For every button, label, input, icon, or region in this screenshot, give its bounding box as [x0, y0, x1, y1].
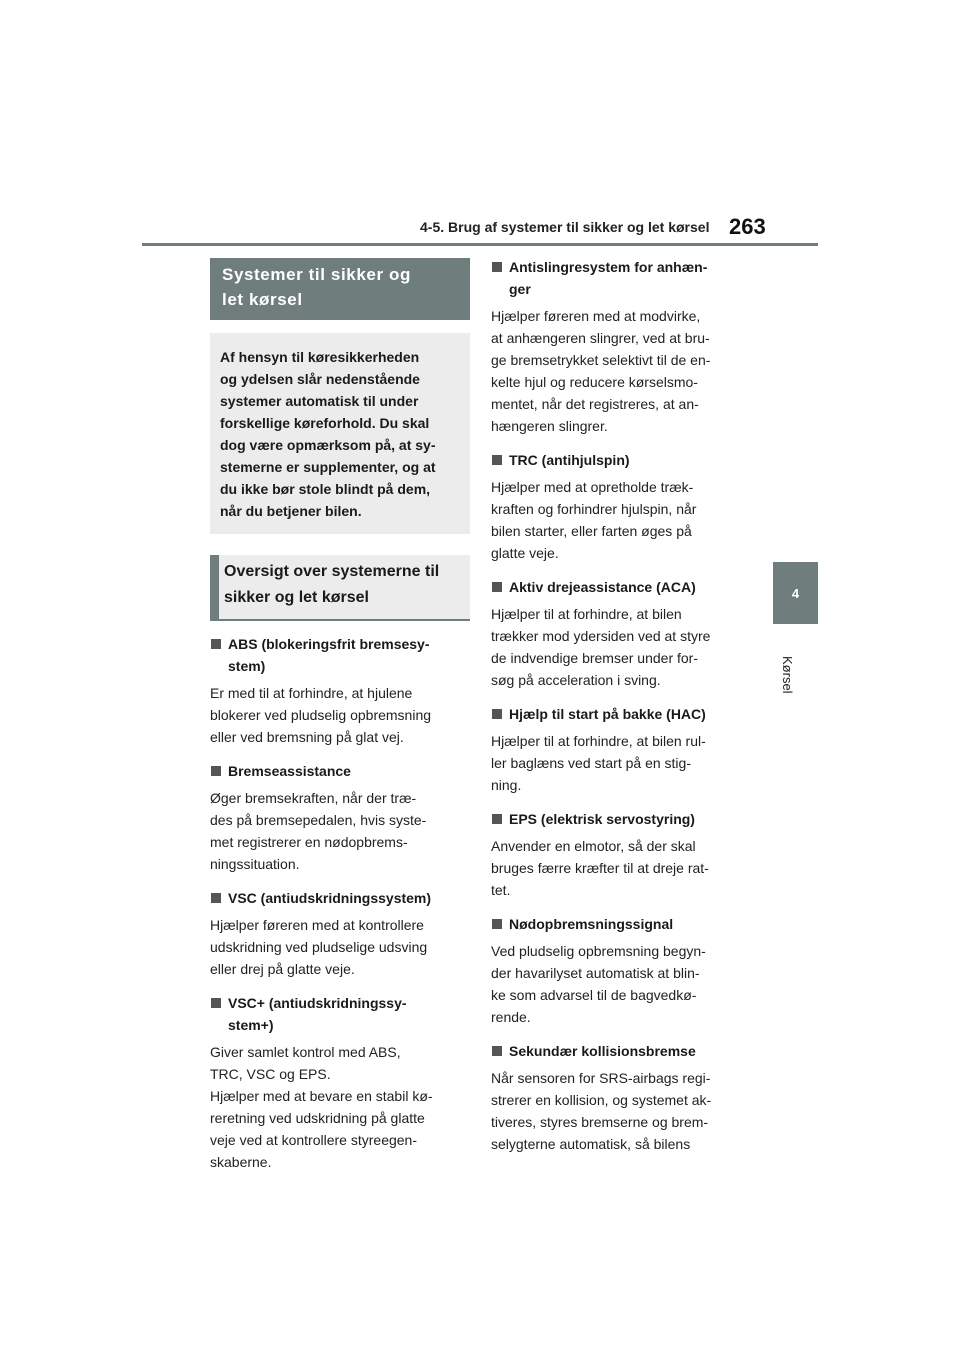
left-column	[210, 258, 470, 1173]
system-item-brake-assist	[210, 760, 470, 875]
item-body-line: Hjælper til at forhindre, at bilen	[491, 606, 682, 622]
item-body-line: TRC, VSC og EPS.	[210, 1066, 331, 1082]
square-bullet-icon	[211, 893, 221, 903]
item-body-line: de indvendige bremser under for-	[491, 650, 699, 666]
item-body-line: Giver samlet kontrol med ABS,	[210, 1044, 401, 1060]
item-body	[491, 476, 751, 564]
item-body-line: selygterne automatisk, så bilens	[491, 1136, 691, 1152]
running-header-title: 4-5. Brug af systemer til sikker og let kørsel	[420, 219, 710, 235]
item-body-line: udskridning ved pludselige udsving	[210, 939, 428, 955]
item-heading-line: Sekundær kollisionsbremse	[509, 1043, 696, 1059]
item-heading-line: TRC (antihjulspin)	[509, 452, 630, 468]
item-body-line: ge bremsetrykket selektivt til de en-	[491, 352, 711, 368]
item-heading-line: Hjælp til start på bakke (HAC)	[509, 706, 706, 722]
intro-line: stemerne er supplementer, og at	[220, 459, 436, 475]
square-bullet-icon	[492, 582, 502, 592]
item-heading-line: Aktiv drejeassistance (ACA)	[509, 579, 696, 595]
item-body	[491, 305, 751, 437]
item-body-line: rende.	[491, 1009, 531, 1025]
system-item-abs	[210, 633, 470, 748]
item-body	[210, 914, 470, 980]
item-body-line: mentet, når det registreres, at an-	[491, 396, 699, 412]
item-heading-line: ger	[509, 281, 531, 297]
item-body	[491, 1067, 751, 1155]
item-body-line: reretning ved udskridning på glatte	[210, 1110, 425, 1126]
intro-line: når du betjener bilen.	[220, 503, 362, 519]
item-body-line: glatte veje.	[491, 545, 559, 561]
item-body-line: strerer en kollision, og systemet ak-	[491, 1092, 712, 1108]
item-body	[210, 787, 470, 875]
item-heading	[491, 1040, 751, 1062]
item-body-line: Hjælper til at forhindre, at bilen rul-	[491, 733, 706, 749]
item-heading	[491, 256, 751, 300]
item-body-line: Er med til at forhindre, at hjulene	[210, 685, 413, 701]
item-heading-line: Nødopbremsningssignal	[509, 916, 674, 932]
item-body	[491, 940, 751, 1028]
item-body	[210, 1041, 470, 1173]
item-body-line: eller drej på glatte veje.	[210, 961, 355, 977]
item-body-line: Hjælper føreren med at kontrollere	[210, 917, 424, 933]
item-heading	[491, 808, 751, 830]
square-bullet-icon	[211, 998, 221, 1008]
system-item-trc	[491, 449, 751, 564]
item-heading	[491, 913, 751, 935]
item-body-line: Når sensoren for SRS-airbags regi-	[491, 1070, 711, 1086]
item-body	[210, 682, 470, 748]
item-heading	[491, 449, 751, 471]
item-body-line: ning.	[491, 777, 522, 793]
item-body-line: Ved pludselig opbremsning begyn-	[491, 943, 706, 959]
square-bullet-icon	[211, 639, 221, 649]
intro-line: og ydelsen slår nedenstående	[220, 371, 420, 387]
item-body-line: Hjælper med at opretholde træk-	[491, 479, 694, 495]
item-body-line: kelte hjul og reducere kørselsmo-	[491, 374, 698, 390]
header-rule	[142, 243, 818, 246]
square-bullet-icon	[492, 709, 502, 719]
system-item-eps	[491, 808, 751, 901]
item-body-line: bruges færre kræfter til at dreje rat-	[491, 860, 709, 876]
section-title-line: let kørsel	[222, 290, 303, 309]
item-body-line: Øger bremsekraften, når der træ-	[210, 790, 417, 806]
intro-line: forskellige køreforhold. Du skal	[220, 415, 430, 431]
section-title	[210, 258, 470, 320]
intro-line: systemer automatisk til under	[220, 393, 419, 409]
square-bullet-icon	[492, 919, 502, 929]
system-item-hac	[491, 703, 751, 796]
item-body-line: Hjælper føreren med at modvirke,	[491, 308, 701, 324]
item-body-line: ningssituation.	[210, 856, 300, 872]
page-number: 263	[729, 214, 766, 239]
item-body	[491, 835, 751, 901]
item-body-line: der havarilyset automatisk at blin-	[491, 965, 700, 981]
square-bullet-icon	[211, 766, 221, 776]
item-heading-line: ABS (blokeringsfrit bremsesy-	[228, 636, 430, 652]
item-body-line: at anhængeren slingrer, ved at bru-	[491, 330, 710, 346]
intro-line: Af hensyn til køresikkerheden	[220, 349, 420, 365]
item-body	[491, 603, 751, 691]
item-body-line: veje ved at kontrollere styreegen-	[210, 1132, 417, 1148]
chapter-tab	[773, 562, 818, 624]
item-body-line: ler baglæns ved start på en stig-	[491, 755, 691, 771]
square-bullet-icon	[492, 455, 502, 465]
intro-line: dog være opmærksom på, at sy-	[220, 437, 436, 453]
item-heading	[210, 887, 470, 909]
item-heading	[491, 576, 751, 598]
item-heading-line: EPS (elektrisk servostyring)	[509, 811, 695, 827]
item-heading	[210, 992, 470, 1036]
item-body	[491, 730, 751, 796]
system-item-secondary-collision-brake	[491, 1040, 751, 1155]
intro-line: du ikke bør stole blindt på dem,	[220, 481, 431, 497]
item-heading-line: VSC+ (antiudskridningssy-	[228, 995, 407, 1011]
item-body-line: kraften og forhindrer hjulspin, når	[491, 501, 697, 517]
system-item-emergency-brake-signal	[491, 913, 751, 1028]
item-body-line: met registrerer en nødopbrems-	[210, 834, 408, 850]
item-heading	[210, 760, 470, 782]
item-body-line: tet.	[491, 882, 511, 898]
subsection-heading	[210, 555, 470, 621]
section-title-line: Systemer til sikker og	[222, 265, 411, 284]
square-bullet-icon	[492, 814, 502, 824]
item-heading-line: Bremseassistance	[228, 763, 351, 779]
subsection-heading-line: sikker og let kørsel	[224, 589, 369, 606]
item-body-line: bilen starter, eller farten øges på	[491, 523, 692, 539]
item-body-line: des på bremsepedalen, hvis syste-	[210, 812, 427, 828]
system-item-vsc	[210, 887, 470, 980]
right-column	[491, 256, 751, 1155]
item-body-line: Anvender en elmotor, så der skal	[491, 838, 696, 854]
system-item-vsc-plus	[210, 992, 470, 1173]
intro-box	[210, 333, 470, 534]
item-heading	[491, 703, 751, 725]
item-body-line: trækker mod ydersiden ved at styre	[491, 628, 711, 644]
item-heading	[210, 633, 470, 677]
chapter-number: 4	[791, 585, 800, 601]
system-item-trailer-sway	[491, 256, 751, 437]
item-heading-line: stem)	[228, 658, 266, 674]
chapter-label: Kørsel	[780, 656, 795, 694]
item-body-line: skaberne.	[210, 1154, 272, 1170]
square-bullet-icon	[492, 1046, 502, 1056]
item-body-line: ke som advarsel til de bagvedkø-	[491, 987, 697, 1003]
item-heading-line: stem+)	[228, 1017, 274, 1033]
item-heading-line: Antislingresystem for anhæn-	[509, 259, 708, 275]
subsection-heading-line: Oversigt over systemerne til	[224, 563, 440, 580]
item-body-line: tiveres, styres bremserne og brem-	[491, 1114, 709, 1130]
item-body-line: blokerer ved pludselig opbremsning	[210, 707, 432, 723]
square-bullet-icon	[492, 262, 502, 272]
item-body-line: søg på acceleration i sving.	[491, 672, 661, 688]
item-body-line: hængeren slingrer.	[491, 418, 608, 434]
item-body-line: eller ved bremsning på glat vej.	[210, 729, 404, 745]
system-item-aca	[491, 576, 751, 691]
item-heading-line: VSC (antiudskridningssystem)	[228, 890, 432, 906]
item-body-line: Hjælper med at bevare en stabil kø-	[210, 1088, 433, 1104]
